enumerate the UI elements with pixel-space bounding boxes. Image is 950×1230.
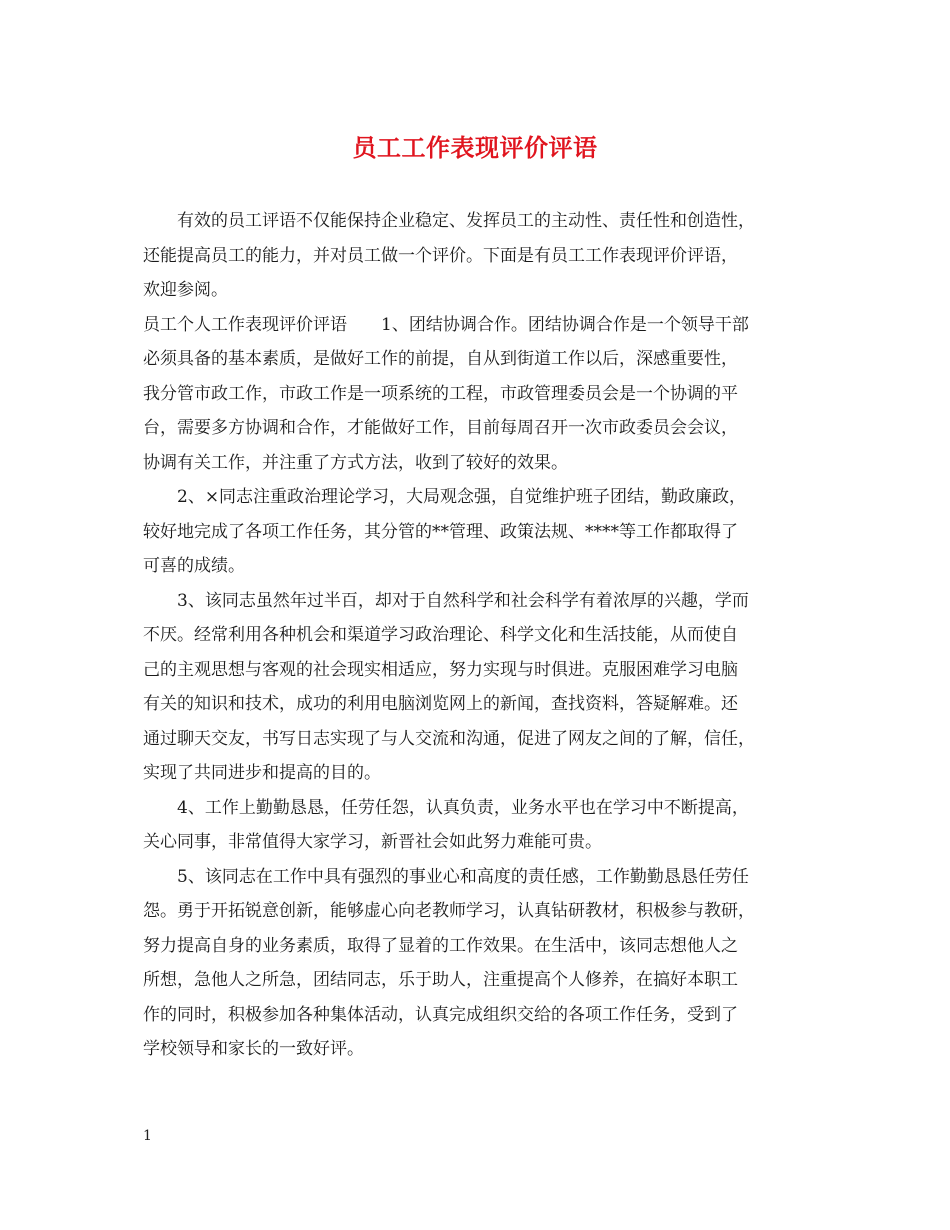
text-line: 协调有关工作，并注重了方式方法，收到了较好的效果。: [143, 452, 568, 473]
text-line: 不厌。经常利用各种机会和渠道学习政治理论、科学文化和生活技能，从而使自: [143, 625, 738, 645]
text-segment: 1、团结协调合作。团结协调合作是一个领导干部: [381, 314, 749, 335]
text-line: 关心同事，非常值得大家学习，新晋社会如此努力难能可贵。: [143, 832, 602, 852]
text-line: 可喜的成绩。: [143, 556, 245, 576]
text-line: 实现了共同进步和提高的目的。: [143, 763, 381, 783]
text-line: 必须具备的基本素质，是做好工作的前提，自从到街道工作以后，深感重要性，: [143, 349, 738, 369]
text-line: 5、该同志在工作中具有强烈的事业心和高度的责任感，工作勤勤恳恳任劳任: [177, 866, 749, 887]
text-line: 学校领导和家长的一致好评。: [143, 1039, 364, 1059]
text-line: 较好地完成了各项工作任务，其分管的**管理、政策法规、****等工作都取得了: [143, 521, 738, 542]
text-line: 3、该同志虽然年过半百，却对于自然科学和社会科学有着浓厚的兴趣，学而: [177, 590, 749, 611]
text-line: 2、×同志注重政治理论学习，大局观念强，自觉维护班子团结，勤政廉政，: [177, 487, 747, 507]
text-line: 有关的知识和技术，成功的利用电脑浏览网上的新闻，查找资料，答疑解难。还: [143, 694, 738, 714]
text-line: 作的同时，积极参加各种集体活动，认真完成组织交给的各项工作任务，受到了: [143, 1004, 738, 1025]
text-line: 4、工作上勤勤恳恳，任劳任怨，认真负责，业务水平也在学习中不断提高，: [177, 797, 749, 818]
document-body: [143, 204, 833, 1067]
text-line: 有效的员工评语不仅能保持企业稳定、发挥员工的主动性、责任性和创造性，: [177, 211, 755, 231]
page-number: 1: [143, 1128, 152, 1144]
text-line: 所想，急他人之所急，团结同志，乐于助人，注重提高个人修养，在搞好本职工: [143, 970, 738, 990]
text-line: 还能提高员工的能力，并对员工做一个评价。下面是有员工工作表现评价评语，: [143, 245, 738, 266]
document-title: 员工工作表现评价评语: [352, 133, 598, 162]
text-line: 我分管市政工作，市政工作是一项系统的工程，市政管理委员会是一个协调的平: [143, 383, 738, 404]
text-line-with-heading: [143, 308, 833, 343]
text-line: 台，需要多方协调和合作，才能做好工作，目前每周召开一次市政委员会会议，: [143, 418, 738, 438]
text-line: 怨。勇于开拓锐意创新，能够虚心向老教师学习，认真钻研教材，积极参与教研，: [143, 901, 755, 921]
text-line: 通过聊天交友，书写日志实现了与人交流和沟通，促进了网友之间的了解，信任，: [143, 728, 755, 749]
text-line: 欢迎参阅。: [143, 280, 228, 300]
section-heading: 员工个人工作表现评价评语: [143, 314, 347, 335]
text-line: 己的主观思想与客观的社会现实相适应，努力实现与时俱进。克服困难学习电脑: [143, 659, 738, 680]
text-line: 努力提高自身的业务素质，取得了显着的工作效果。在生活中，该同志想他人之: [143, 935, 738, 956]
